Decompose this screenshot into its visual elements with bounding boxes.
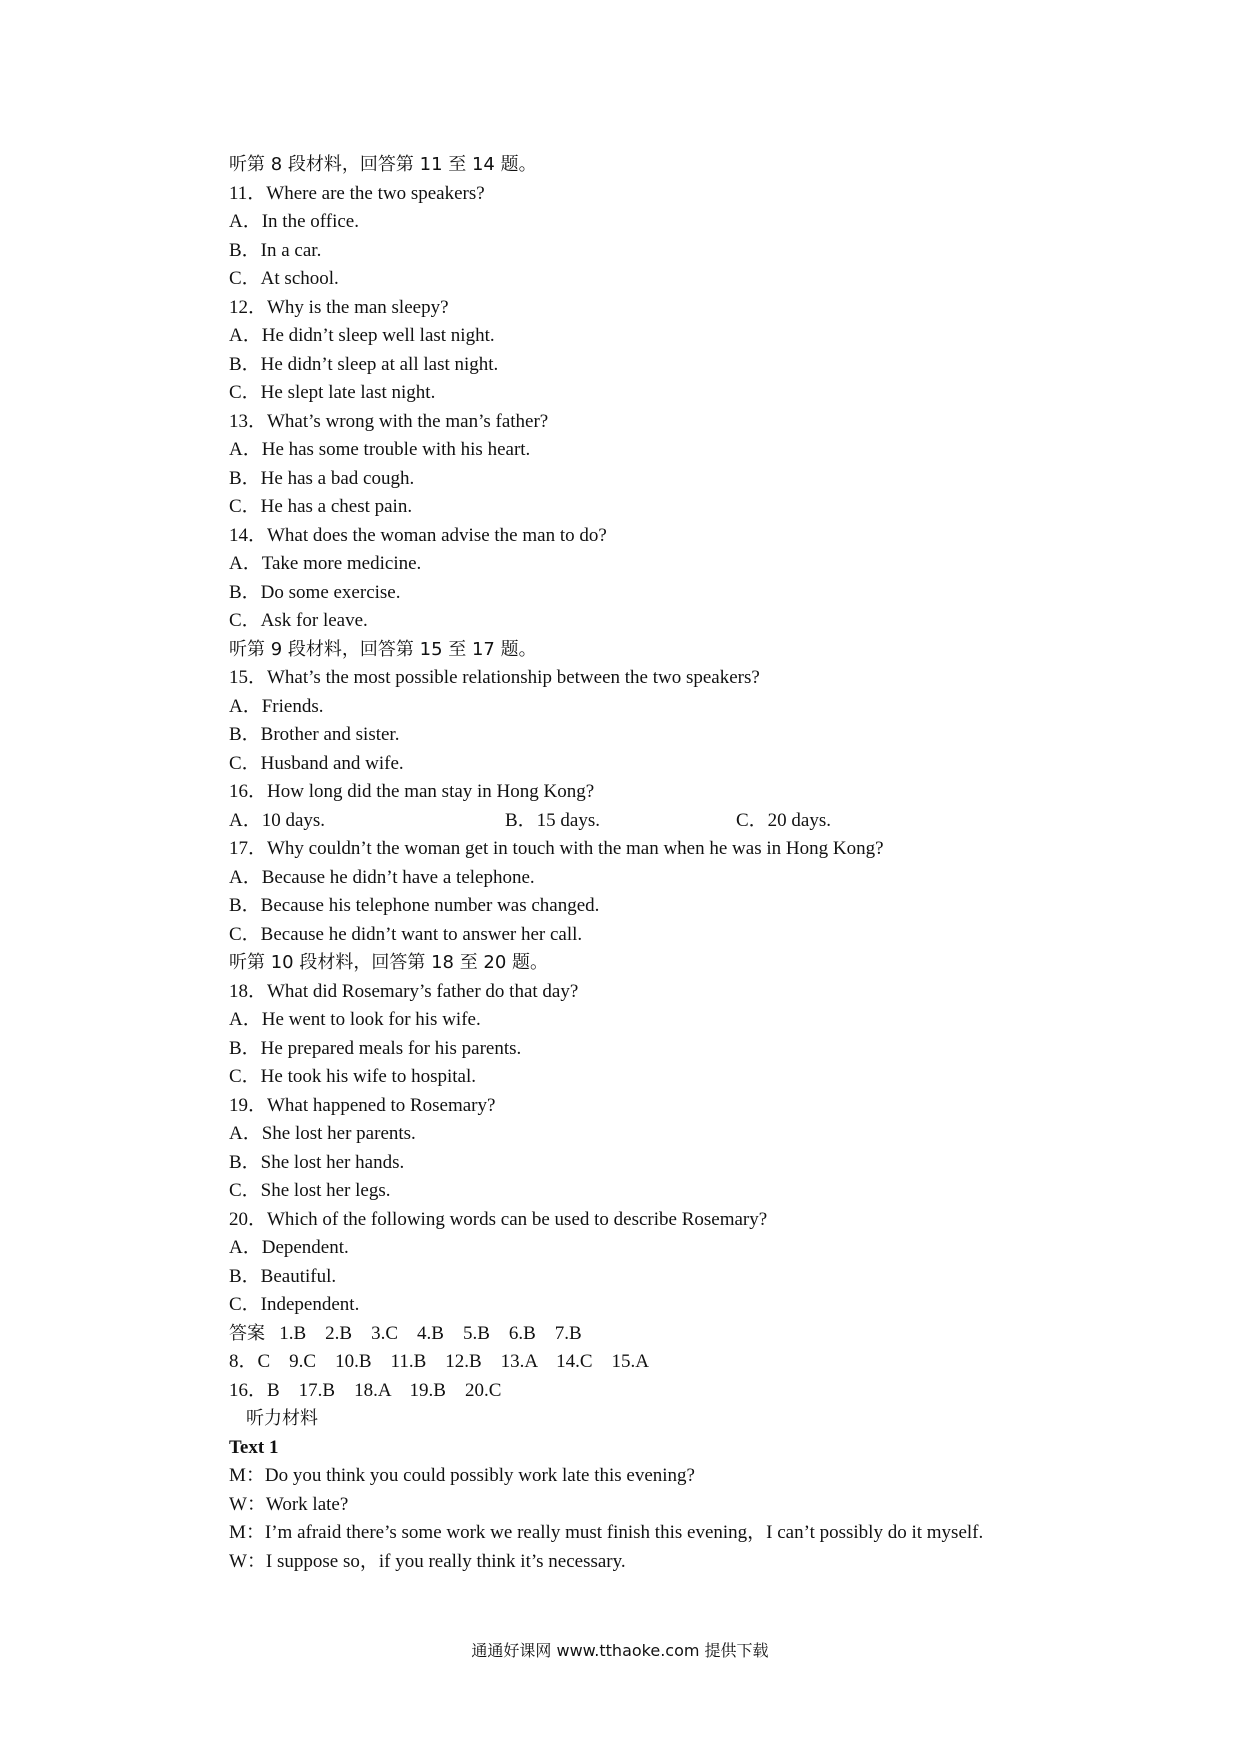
- option: B．Beautiful.: [229, 1265, 337, 1287]
- option: A．He went to look for his wife.: [229, 1009, 481, 1030]
- option: C．He has a chest pain.: [229, 496, 413, 517]
- option: B．He prepared meals for his parents.: [229, 1037, 522, 1059]
- section-heading: 听第 10 段材料，回答第 18 至 20 题。: [229, 952, 549, 973]
- option: A．Take more medicine.: [229, 553, 422, 574]
- question: 13．What’s wrong with the man’s father?: [229, 410, 549, 432]
- answers-line-2: 8．C 9.C 10.B 11.B 12.B 13.A 14.C 15.A: [229, 1351, 649, 1372]
- option: A．10 days.: [229, 809, 326, 831]
- option: C．At school.: [229, 268, 339, 289]
- dialogue-line: W：Work late?: [229, 1493, 349, 1515]
- document-body: [186, 151, 1066, 1576]
- question: 12．Why is the man sleepy?: [229, 296, 449, 318]
- option: A．She lost her parents.: [229, 1123, 416, 1144]
- answers-values: 1.B 2.B 3.C 4.B 5.B 6.B 7.B: [279, 1322, 582, 1344]
- option: A．Because he didn’t have a telephone.: [229, 866, 535, 888]
- option: A．He didn’t sleep well last night.: [229, 325, 495, 346]
- option: C．He took his wife to hospital.: [229, 1066, 476, 1087]
- text-title: Text 1: [229, 1436, 279, 1458]
- dialogue-line: W：I suppose so，if you really think it’s necessary.: [229, 1550, 626, 1572]
- option: C．Independent.: [229, 1294, 360, 1315]
- question: 20．Which of the following words can be used to describe Rosemary?: [229, 1208, 768, 1230]
- option: C．Because he didn’t want to answer her call.: [229, 923, 583, 945]
- option: B．Do some exercise.: [229, 581, 401, 603]
- option: C．He slept late last night.: [229, 382, 436, 403]
- question: 15．What’s the most possible relationship between the two speakers?: [229, 667, 760, 688]
- option: A．In the office.: [229, 211, 359, 232]
- question: 18．What did Rosemary’s father do that day?: [229, 980, 579, 1002]
- question: 11．Where are the two speakers?: [229, 182, 485, 204]
- answers-line-3: 16．B 17.B 18.A 19.B 20.C: [229, 1379, 502, 1401]
- dialogue-line: M：Do you think you could possibly work late this evening?: [229, 1465, 695, 1486]
- option: A．Friends.: [229, 695, 324, 717]
- option: C．She lost her legs.: [229, 1180, 391, 1201]
- question: 19．What happened to Rosemary?: [229, 1094, 496, 1116]
- option: B．15 days.: [505, 809, 601, 831]
- option: B．In a car.: [229, 239, 322, 261]
- option: C．Husband and wife.: [229, 752, 404, 774]
- option: B．Because his telephone number was changed.: [229, 895, 600, 916]
- option-row: [186, 807, 1066, 836]
- question: 14．What does the woman advise the man to do?: [229, 524, 607, 546]
- option: B．He didn’t sleep at all last night.: [229, 353, 499, 375]
- section-heading: 听第 8 段材料，回答第 11 至 14 题。: [229, 154, 537, 175]
- transcript-heading: 听力材料: [246, 1408, 318, 1429]
- option: A．Dependent.: [229, 1237, 349, 1258]
- option: C．Ask for leave.: [229, 610, 368, 631]
- dialogue-line: M：I’m afraid there’s some work we really must finish this evening，I can’t possibly do it myself.: [229, 1522, 984, 1543]
- option: B．He has a bad cough.: [229, 467, 415, 489]
- option: A．He has some trouble with his heart.: [229, 439, 531, 460]
- footer: 通通好课网 www.tthaoke.com 提供下载: [471, 1641, 769, 1660]
- question: 17．Why couldn’t the woman get in touch with the man when he was in Hong Kong?: [229, 838, 884, 859]
- section-heading: 听第 9 段材料，回答第 15 至 17 题。: [229, 638, 537, 660]
- option: B．She lost her hands.: [229, 1151, 405, 1173]
- option: C．20 days.: [736, 809, 832, 831]
- option: B．Brother and sister.: [229, 724, 400, 745]
- answers-label: 答案: [229, 1322, 265, 1344]
- answers-line-1: [186, 1320, 1066, 1349]
- question: 16．How long did the man stay in Hong Kong?: [229, 781, 595, 802]
